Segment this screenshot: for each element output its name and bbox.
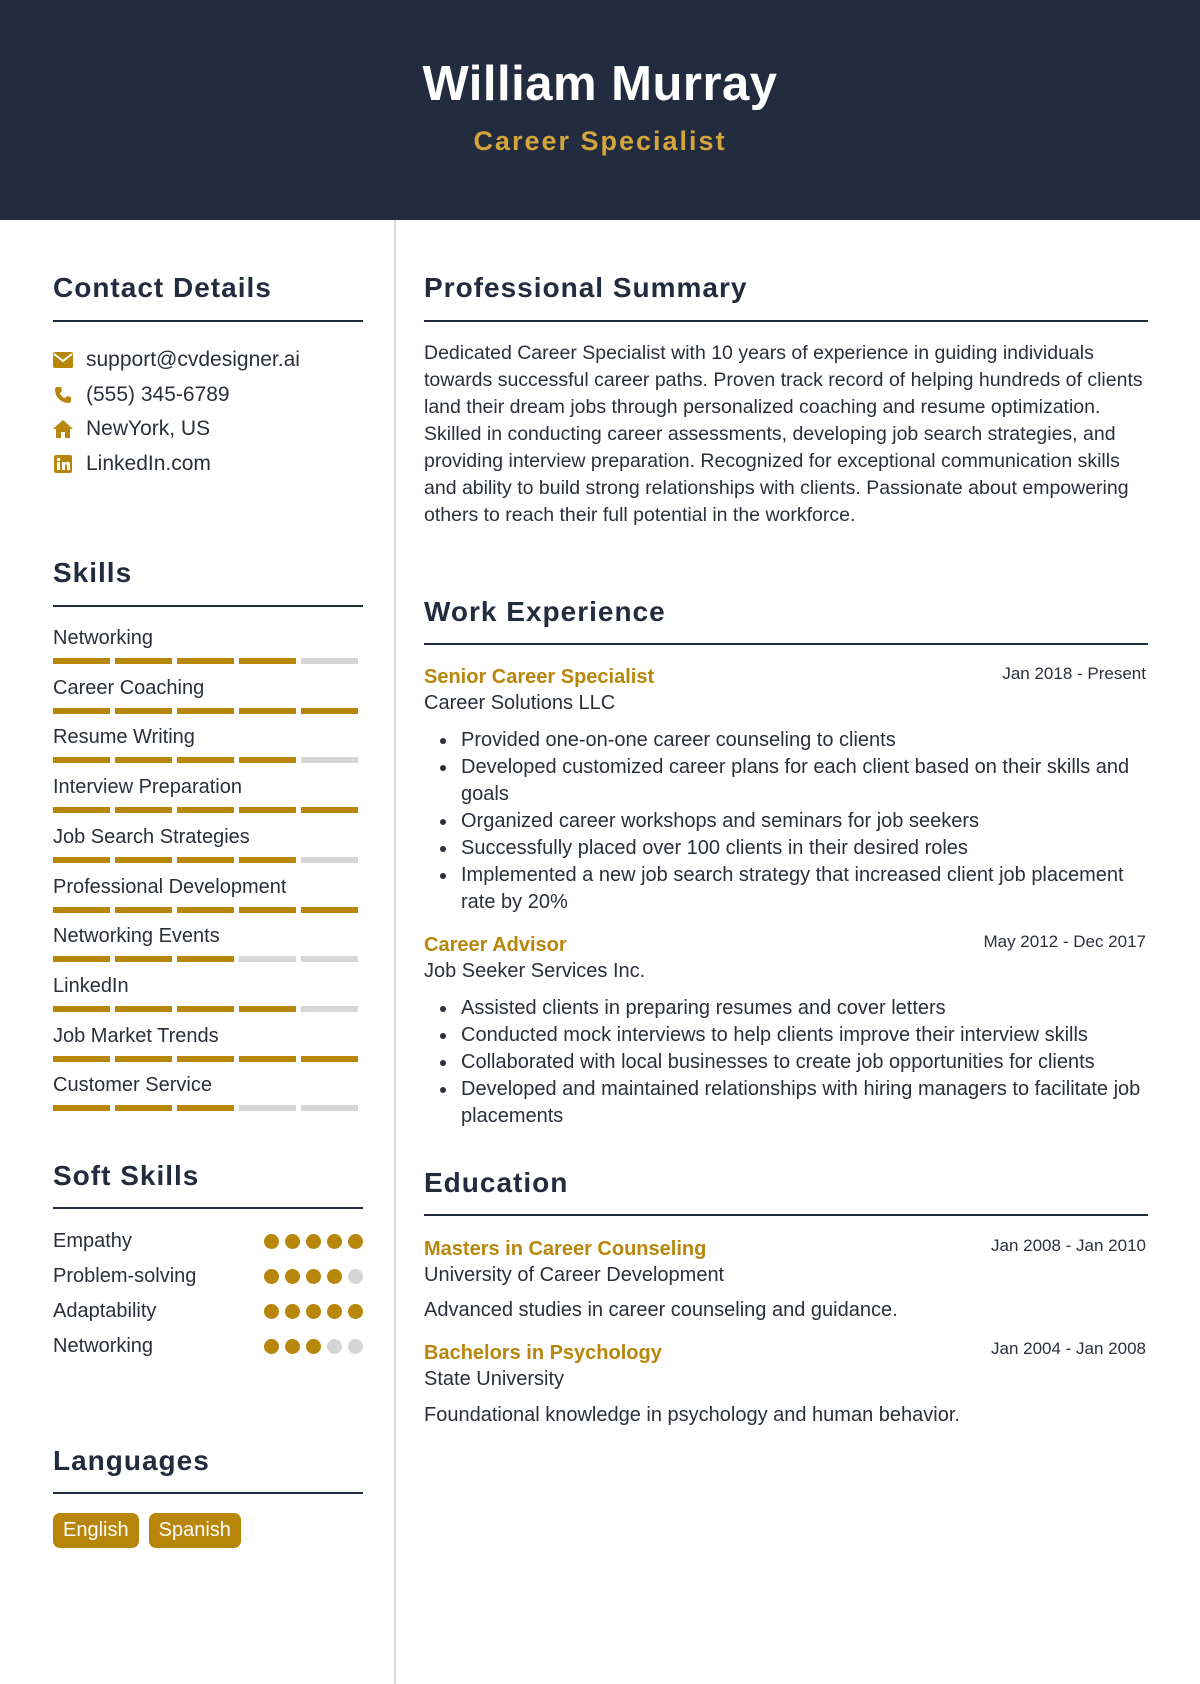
experience-rule [424,643,1148,645]
skill-item [53,823,363,863]
resume-header [0,0,1200,220]
summary-rule [424,320,1148,322]
candidate-name: William Murray [422,57,778,111]
job-title: Career Advisor [424,934,567,956]
rating-dot [348,1269,363,1284]
experience-section-title: Work Experience [424,596,666,627]
skill-level-segment [177,956,234,962]
skill-level-bar [53,956,363,962]
language-tag: English [53,1513,139,1548]
skill-level-segment [301,907,358,913]
languages-rule [53,1492,363,1494]
home-icon [53,419,73,439]
skill-level-segment [115,907,172,913]
skill-level-segment [53,807,110,813]
contact-location-text: NewYork, US [86,417,211,440]
skill-level-bar [53,658,363,664]
skill-level-segment [239,857,296,863]
degree-title: Bachelors in Psychology [424,1342,662,1364]
contact-phone-text: (555) 345-6789 [86,383,230,406]
skill-label: Job Market Trends [53,1025,219,1047]
degree-school: University of Career Development [424,1264,725,1286]
soft-skill-rating [264,1269,363,1284]
job-date: May 2012 - Dec 2017 [983,932,1146,951]
language-tag: Spanish [149,1513,241,1548]
job-bullet: Collaborated with local businesses to create job opportunities for clients [424,1049,1150,1076]
linkedin-icon [53,454,73,474]
degree-date: Jan 2004 - Jan 2008 [990,1339,1146,1358]
skill-level-segment [177,658,234,664]
job-bullet: Organized career workshops and seminars for job seekers [424,808,1150,835]
skill-label: Networking Events [53,925,220,947]
degree-date: Jan 2008 - Jan 2010 [990,1236,1146,1255]
skill-level-bar [53,757,363,763]
skill-level-segment [115,757,172,763]
skill-level-segment [115,658,172,664]
skill-item [53,972,363,1012]
skill-level-bar [53,857,363,863]
skills-section-title: Skills [53,557,133,588]
skill-level-segment [177,807,234,813]
skill-level-segment [115,708,172,714]
education-rule [424,1214,1148,1216]
job-bullet: Successfully placed over 100 clients in their desired roles [424,835,1150,862]
soft-skill-label: Adaptability [53,1299,157,1322]
rating-dot [306,1304,321,1319]
rating-dot [264,1304,279,1319]
skill-label: Professional Development [53,876,287,898]
skill-label: Resume Writing [53,726,195,748]
languages-list [53,1513,241,1548]
skill-level-segment [53,956,110,962]
skill-level-segment [177,907,234,913]
job-date: Jan 2018 - Present [1002,664,1146,683]
degree-school: State University [424,1368,565,1390]
skill-item [53,723,363,763]
rating-dot [327,1339,342,1354]
skill-level-segment [301,857,358,863]
skill-level-segment [301,757,358,763]
skill-level-segment [177,1056,234,1062]
skill-level-segment [53,708,110,714]
rating-dot [285,1269,300,1284]
skill-level-segment [115,1056,172,1062]
skill-level-segment [115,1105,172,1111]
skill-label: Networking [53,627,154,649]
soft-skill-label: Problem-solving [53,1264,197,1287]
contact-phone[interactable] [53,380,230,410]
skill-item [53,873,363,913]
skill-label: Interview Preparation [53,776,242,798]
skill-level-segment [53,658,110,664]
rating-dot [348,1234,363,1249]
rating-dot [327,1304,342,1319]
job-company: Career Solutions LLC [424,692,616,714]
skill-level-segment [239,807,296,813]
skills-rule [53,605,363,607]
job-bullet: Developed customized career plans for each client based on their skills and goals [424,754,1150,808]
skill-label: LinkedIn [53,975,129,997]
job-bullet: Developed and maintained relationships with hiring managers to facilitate job placements [424,1076,1150,1130]
rating-dot [285,1234,300,1249]
contact-email[interactable] [53,345,300,375]
rating-dot [327,1269,342,1284]
rating-dot [306,1339,321,1354]
rating-dot [264,1234,279,1249]
rating-dot [285,1304,300,1319]
skill-level-segment [177,1105,234,1111]
skill-level-segment [53,907,110,913]
degree-description: Advanced studies in career counseling and guidance. [424,1299,898,1321]
job-bullets [424,727,1150,916]
phone-icon [53,385,73,405]
contact-rule [53,320,363,322]
skill-level-bar [53,1006,363,1012]
job-bullet: Provided one-on-one career counseling to clients [424,727,1150,754]
skill-item [53,922,363,962]
degree-description: Foundational knowledge in psychology and human behavior. [424,1404,960,1426]
education-section-title: Education [424,1167,569,1198]
degree-title: Masters in Career Counseling [424,1238,707,1260]
envelope-icon [53,350,73,370]
skill-level-segment [53,1056,110,1062]
soft-skill-item [53,1261,363,1291]
skill-item [53,1022,363,1062]
candidate-role: Career Specialist [473,126,727,156]
skill-level-segment [177,1006,234,1012]
soft-skill-rating [264,1304,363,1319]
skill-level-segment [53,857,110,863]
skill-level-segment [177,708,234,714]
skill-level-bar [53,1056,363,1062]
skill-level-segment [239,1105,296,1111]
skill-level-segment [115,807,172,813]
rating-dot [306,1234,321,1249]
skill-level-bar [53,807,363,813]
rating-dot [264,1339,279,1354]
skill-level-segment [115,956,172,962]
summary-text: Dedicated Career Specialist with 10 years of experience in guiding individuals towards successful career paths. Proven track record of helping hundreds of clients land their dream jobs through personalized coaching and resume optimization. Skilled in conducting career assessments, developing job search strategies, and providing interview preparation. Recognized for exceptional communication skills and ability to build strong relationships with clients. Passionate about empowering others to reach their full potential in the workforce. [424,342,1143,526]
contact-linkedin-text: LinkedIn.com [86,452,211,475]
skill-label: Job Search Strategies [53,826,250,848]
skill-level-bar [53,907,363,913]
soft-skill-rating [264,1339,363,1354]
contact-section-title: Contact Details [53,272,272,303]
soft-skill-item [53,1296,363,1326]
skill-level-segment [239,956,296,962]
skill-level-segment [301,708,358,714]
skill-level-segment [53,757,110,763]
skill-level-segment [177,857,234,863]
skill-level-bar [53,708,363,714]
job-company: Job Seeker Services Inc. [424,960,646,982]
skill-level-segment [239,708,296,714]
skill-level-segment [301,956,358,962]
soft-skill-label: Networking [53,1334,154,1357]
job-bullets [424,995,1150,1130]
contact-linkedin[interactable] [53,449,211,479]
skill-level-segment [301,807,358,813]
skill-label: Customer Service [53,1074,212,1096]
skill-level-segment [239,907,296,913]
soft-skills-section-title: Soft Skills [53,1160,200,1191]
skill-level-segment [301,1105,358,1111]
skill-level-segment [177,757,234,763]
job-bullet: Conducted mock interviews to help clients improve their interview skills [424,1022,1150,1049]
soft-skill-item [53,1226,363,1256]
skill-level-segment [53,1006,110,1012]
skill-level-segment [115,857,172,863]
soft-skill-rating [264,1234,363,1249]
contact-location [53,414,210,444]
skill-level-segment [115,1006,172,1012]
skill-item [53,1071,363,1111]
rating-dot [327,1234,342,1249]
skill-level-segment [301,1006,358,1012]
skill-item [53,624,363,664]
soft-skills-rule [53,1207,363,1209]
skill-level-segment [239,658,296,664]
column-divider [394,220,396,1684]
summary-section-title: Professional Summary [424,272,748,303]
rating-dot [306,1269,321,1284]
rating-dot [348,1304,363,1319]
skill-level-bar [53,1105,363,1111]
soft-skill-label: Empathy [53,1229,132,1252]
soft-skill-item [53,1331,363,1361]
job-bullet: Assisted clients in preparing resumes and cover letters [424,995,1150,1022]
job-title: Senior Career Specialist [424,666,655,688]
rating-dot [264,1269,279,1284]
languages-section-title: Languages [53,1445,210,1476]
skill-item [53,773,363,813]
skill-level-segment [239,1056,296,1062]
rating-dot [348,1339,363,1354]
skill-level-segment [301,1056,358,1062]
skill-level-segment [53,1105,110,1111]
skill-level-segment [239,1006,296,1012]
skill-level-segment [239,757,296,763]
job-bullet: Implemented a new job search strategy that increased client job placement rate by 20% [424,862,1150,916]
skill-item [53,674,363,714]
rating-dot [285,1339,300,1354]
skill-label: Career Coaching [53,677,205,699]
skill-level-segment [301,658,358,664]
contact-email-text: support@cvdesigner.ai [86,348,300,371]
